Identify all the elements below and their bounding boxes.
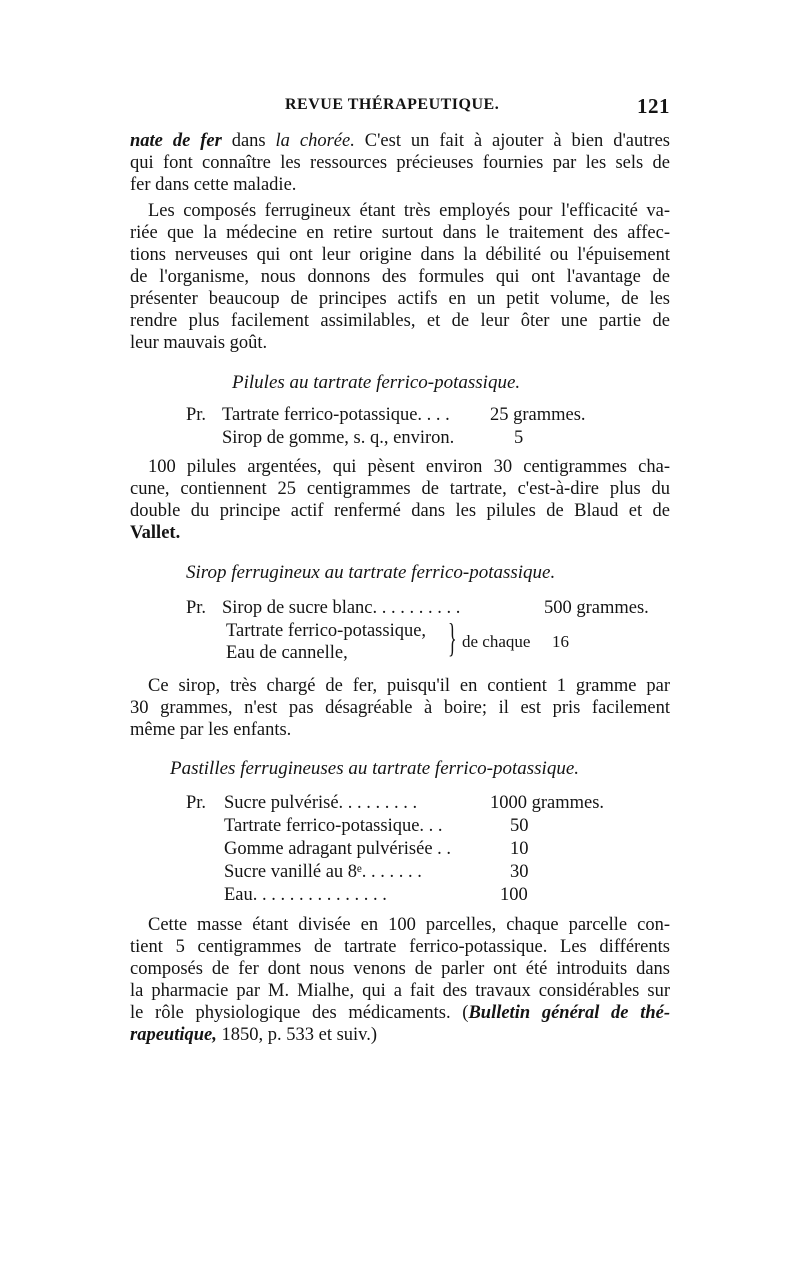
pilules-item1-qty: 25 grammes. <box>490 405 586 425</box>
para2-line5: présenter beaucoup de principes actifs en un petit volume, de les <box>130 289 670 309</box>
pilules-line1: 100 pilules argentées, qui pèsent environ 30 centigrammes cha- <box>148 457 670 477</box>
para1-line1: nate de fer dans la chorée. C'est un fait à ajouter à bien d'autres <box>130 131 670 151</box>
pilules-line2: cune, contiennent 25 centigrammes de tartrate, c'est-à-dire plus du <box>130 479 670 499</box>
pastilles-line4: la pharmacie par M. Mialhe, qui a fait des travaux considérables sur <box>130 981 670 1001</box>
sirop-heading: Sirop ferrugineux au tartrate ferrico-potassique. <box>186 562 556 583</box>
sirop-item3-name: Eau de cannelle, <box>226 643 348 663</box>
pastilles-item-name: Tartrate ferrico-potassique. . . <box>224 816 443 836</box>
para2-line4: de l'organisme, nous donnons des formules qui ont l'avantage de <box>130 267 670 287</box>
pilules-item2-qty: 5 <box>514 428 524 448</box>
para2-line6: rendre plus facilement assimilables, et de leur ôter une partie de <box>130 311 670 331</box>
para2-line2: riée que la médecine en retire surtout dans le traitement des affec- <box>130 223 670 243</box>
running-header <box>285 94 670 120</box>
para2-line1: Les composés ferrugineux étant très employés pour l'efficacité va- <box>148 201 670 221</box>
page-number: 121 <box>637 94 670 118</box>
grouping-brace: } <box>448 615 457 660</box>
para2-line3: tions nerveuses qui ont leur origine dans la débilité ou l'épuisement <box>130 245 670 265</box>
pilules-line3: double du principe actif renfermé dans les pilules de Blaud et de <box>130 501 670 521</box>
pastilles-line5: le rôle physiologique des médicaments. (Bulletin général de thé- <box>130 1003 670 1023</box>
sirop-brace-label: de chaque <box>462 632 531 651</box>
sirop-line3: même par les enfants. <box>130 720 292 740</box>
pastilles-item-name: Sucre pulvérisé. . . . . . . . . <box>224 793 418 813</box>
pastilles-item-qty: 50 <box>510 816 529 836</box>
pastilles-item-qty: 100 <box>500 885 528 905</box>
pastilles-pr: Pr. <box>186 793 207 813</box>
pastilles-item-name: Eau. . . . . . . . . . . . . . . <box>224 885 387 905</box>
pilules-item2-name: Sirop de gomme, s. q., environ. <box>222 428 455 448</box>
journal-title: REVUE THÉRAPEUTIQUE. <box>285 96 500 113</box>
pilules-heading: Pilules au tartrate ferrico-potassique. <box>232 372 521 393</box>
pastilles-item-qty: 10 <box>510 839 529 859</box>
pastilles-line6: rapeutique, 1850, p. 533 et suiv.) <box>130 1025 378 1045</box>
sirop-line2: 30 grammes, n'est pas désagréable à boire; il est pris facilement <box>130 698 670 718</box>
sirop-item2-name: Tartrate ferrico-potassique, <box>226 621 427 641</box>
sirop-item1-qty: 500 grammes. <box>544 598 649 618</box>
sirop-line1: Ce sirop, très chargé de fer, puisqu'il en contient 1 gramme par <box>148 676 670 696</box>
para1-line3: fer dans cette maladie. <box>130 175 297 195</box>
pastilles-item-name: Gomme adragant pulvérisée . . <box>224 839 452 859</box>
sirop-item1-name: Sirop de sucre blanc. . . . . . . . . . <box>222 598 461 618</box>
pastilles-item-qty: 30 <box>510 862 529 882</box>
pastilles-heading: Pastilles ferrugineuses au tartrate ferrico-potassique. <box>170 758 580 779</box>
pastilles-line3: composés de fer dont nous venons de parler ont été introduits dans <box>130 959 670 979</box>
pastilles-item-name: Sucre vanillé au 8ᵉ. . . . . . . <box>224 862 422 882</box>
pilules-line4: Vallet. <box>130 523 181 543</box>
para1-line2: qui font connaître les ressources précieuses fournies par les sels de <box>130 153 670 173</box>
pastilles-line1: Cette masse étant divisée en 100 parcelles, chaque parcelle con- <box>148 915 670 935</box>
pastilles-item-qty: 1000 grammes. <box>490 793 605 813</box>
para2-line7: leur mauvais goût. <box>130 333 268 353</box>
pilules-pr: Pr. <box>186 405 207 425</box>
sirop-pr: Pr. <box>186 598 207 618</box>
pastilles-line2: tient 5 centigrammes de tartrate ferrico-potassique. Les différents <box>130 937 670 957</box>
pilules-item1-name: Tartrate ferrico-potassique. . . . <box>222 405 450 425</box>
sirop-brace-qty: 16 <box>552 632 569 651</box>
